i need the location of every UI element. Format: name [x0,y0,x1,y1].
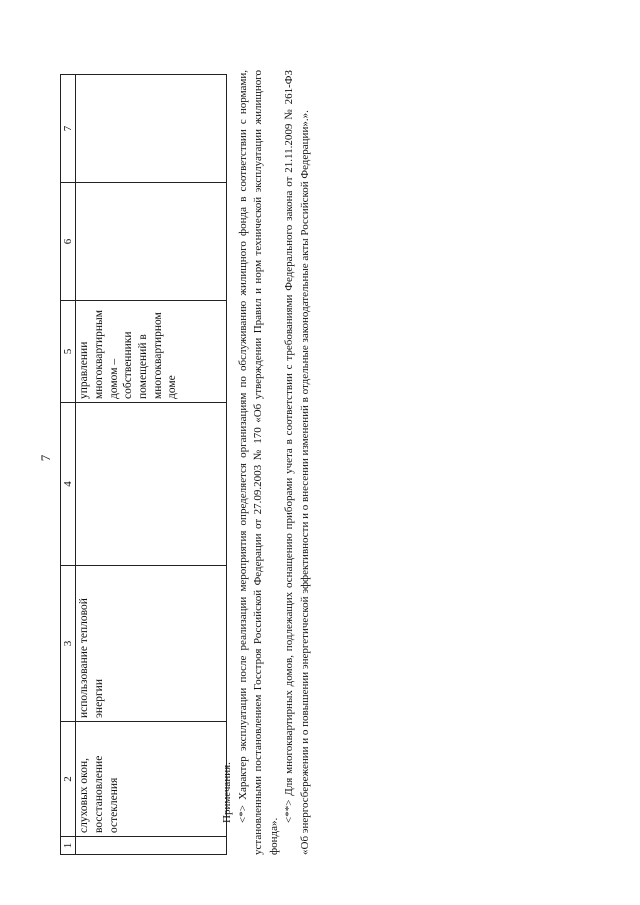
column-number: 6 [61,183,76,301]
table-cell: управлении многоквартирным домом – собственники помещений в многоквартирном доме [76,301,227,403]
column-number: 3 [61,566,76,722]
table-cell: слуховых окон, восстановление остекления [76,722,227,837]
column-number: 4 [61,403,76,566]
table-header-row [61,75,76,855]
column-number: 5 [61,301,76,403]
note-two: <**> Для многоквартирных домов, подлежащих оснащению приборами учета в соответствии с требованиями Федерального закона от 21.11.2009 № 261-ФЗ «Об энергосбережении и о повышении энергетической эффективности и о внесении изменений в отдельные законодательные акты Российской Федерации».». [283,70,312,855]
notes-title: Примечания. [221,762,233,823]
table-cell [76,183,227,301]
table-cell [76,75,227,183]
column-number: 1 [61,837,76,855]
table-cell [76,403,227,566]
column-number: 7 [61,75,76,183]
note-one: <*> Характер эксплуатации после реализации мероприятия определяется организациям по обслуживанию жилищного фонда в соответствии с нормами, установленными постановлением Госстроя Российской Федерации от 27.09.2003 № 170 «Об утверждении Правил и норм технической эксплуатации жилищного фонда». [236,70,280,855]
table-row [76,75,227,855]
measures-table [60,74,227,855]
document-page [30,65,330,865]
page-number: 7 [38,454,53,462]
table-cell [76,837,227,855]
table-cell: использование тепловой энергии [76,566,227,722]
column-number: 2 [61,722,76,837]
notes-section [220,70,314,855]
